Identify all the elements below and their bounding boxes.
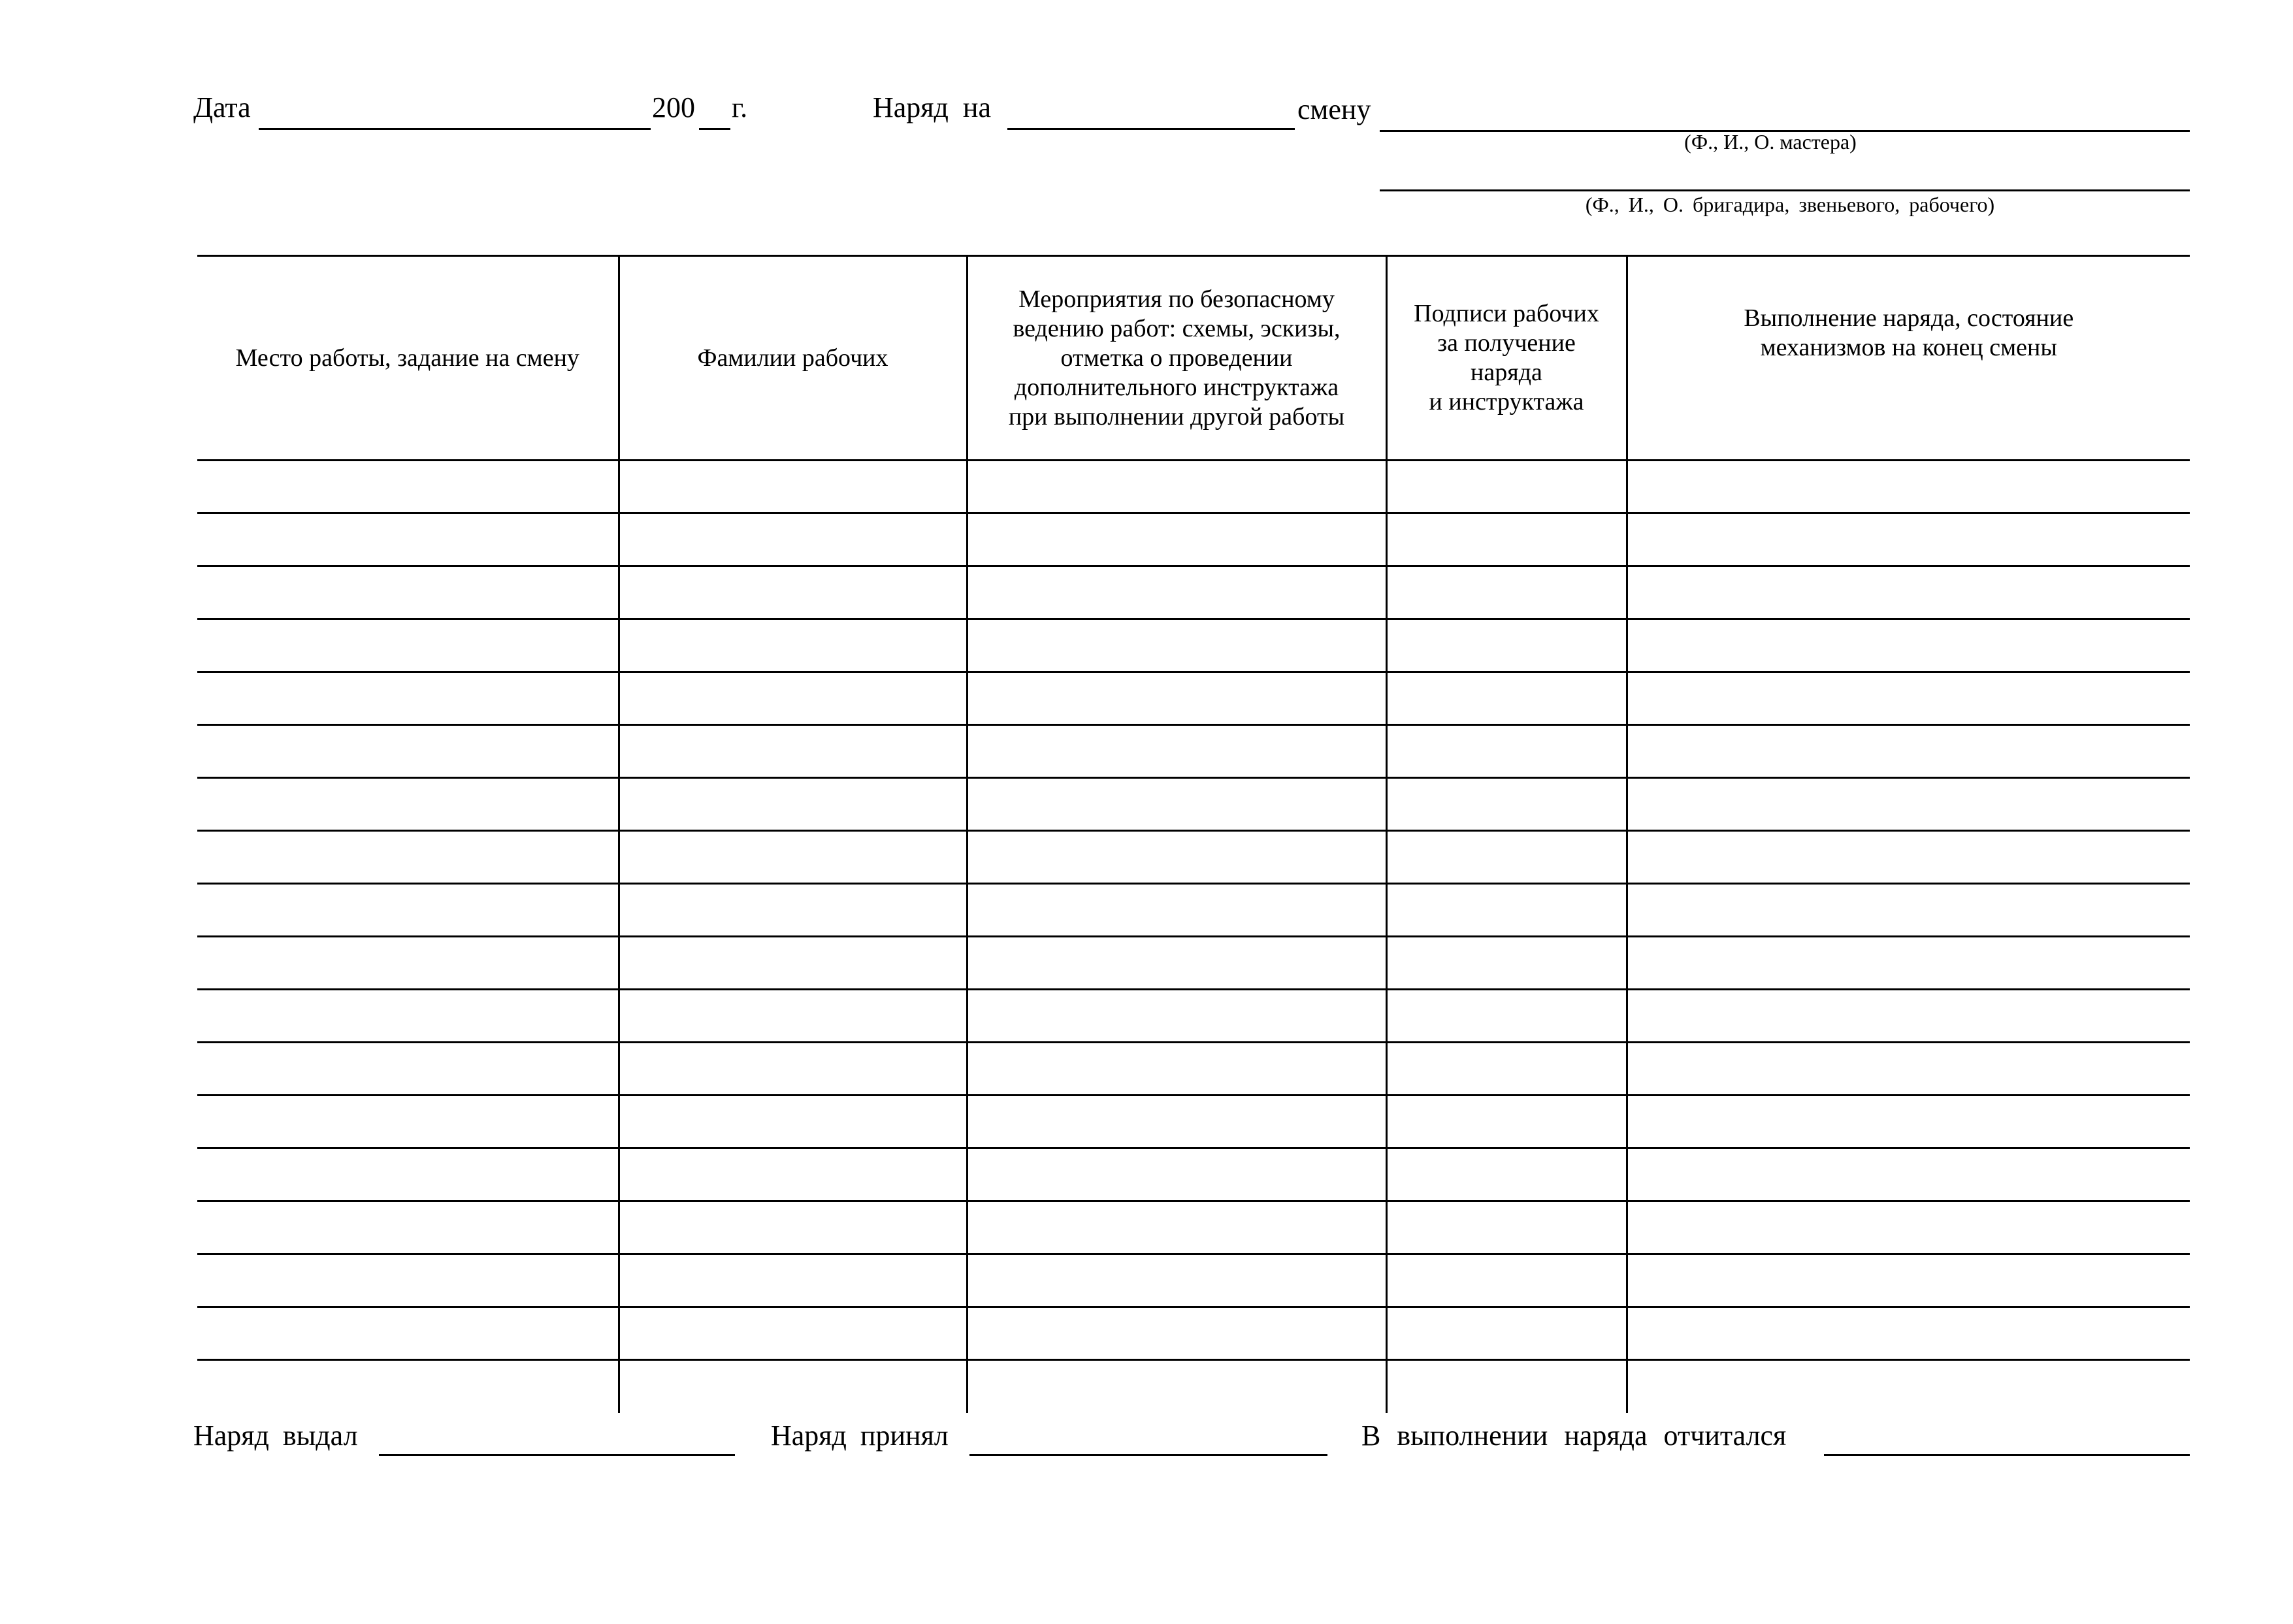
table-cell[interactable] [619,937,967,990]
table-cell[interactable] [1627,1254,2190,1307]
table-cell[interactable] [1627,884,2190,937]
table-row [197,725,2190,778]
table-row [197,461,2190,513]
table-cell[interactable] [1386,1096,1627,1148]
table-cell[interactable] [1386,937,1627,990]
table-cell[interactable] [1386,1360,1627,1414]
date-field-line[interactable] [259,128,651,130]
table-cell[interactable] [197,619,619,672]
reported-by-line[interactable] [1824,1454,2190,1456]
table-cell[interactable] [1627,831,2190,884]
table-cell[interactable] [967,619,1386,672]
safety-header-line: отметка о проведении [1060,344,1293,372]
table-cell[interactable] [197,1307,619,1360]
table-cell[interactable] [197,513,619,566]
table-cell[interactable] [1386,672,1627,725]
table-cell[interactable] [619,1201,967,1254]
table-cell[interactable] [1386,513,1627,566]
table-cell[interactable] [1627,990,2190,1043]
table-row [197,513,2190,566]
table-cell[interactable] [967,1148,1386,1201]
table-cell[interactable] [967,1096,1386,1148]
table-row [197,1043,2190,1096]
table-cell[interactable] [1627,725,2190,778]
table-cell[interactable] [1386,990,1627,1043]
accepted-by-line[interactable] [969,1454,1327,1456]
column-header-workplace-text: Место работы, задание на смену [235,344,579,372]
table-cell[interactable] [1386,778,1627,831]
table-cell[interactable] [619,884,967,937]
table-cell[interactable] [967,990,1386,1043]
table-cell[interactable] [197,1096,619,1148]
table-cell[interactable] [619,619,967,672]
table-cell[interactable] [967,1360,1386,1414]
table-cell[interactable] [1627,1307,2190,1360]
table-cell[interactable] [197,1360,619,1414]
table-cell[interactable] [967,778,1386,831]
issued-by-line[interactable] [379,1454,735,1456]
table-row [197,672,2190,725]
table-cell[interactable] [967,937,1386,990]
table-cell[interactable] [1386,831,1627,884]
table-row [197,1096,2190,1148]
table-cell[interactable] [619,725,967,778]
accepted-by-label: Наряд принял [771,1420,949,1452]
year-field-line[interactable] [699,128,730,130]
table-cell[interactable] [1627,672,2190,725]
column-header-workers-text: Фамилии рабочих [697,344,888,372]
column-header-workers [619,256,967,461]
issued-by-label: Наряд выдал [193,1420,358,1452]
table-cell[interactable] [1386,566,1627,619]
table-cell[interactable] [197,725,619,778]
table-cell[interactable] [619,990,967,1043]
table-row [197,1201,2190,1254]
table-cell[interactable] [1627,566,2190,619]
column-header-signatures [1386,256,1627,461]
naryad-label: Наряд на [873,91,992,123]
table-cell[interactable] [1627,1043,2190,1096]
table-cell[interactable] [967,461,1386,513]
safety-header-line: Мероприятия по безопасному [1018,285,1335,313]
table-row [197,778,2190,831]
table-cell[interactable] [967,513,1386,566]
signatures-header-line: Подписи рабочих [1414,300,1599,327]
table-cell[interactable] [1386,725,1627,778]
safety-header-line: при выполнении другой работы [1008,402,1345,430]
table-row [197,1360,2190,1414]
brigadier-name-line[interactable] [1380,189,2190,191]
table-cell[interactable] [1627,1201,2190,1254]
table-cell[interactable] [1627,1096,2190,1148]
table-cell[interactable] [197,1201,619,1254]
table-cell[interactable] [1386,619,1627,672]
reported-by-label: В выполнении наряда отчитался [1361,1420,1787,1452]
table-row [197,1148,2190,1201]
table-cell[interactable] [619,513,967,566]
table-cell[interactable] [619,831,967,884]
table-cell[interactable] [197,1148,619,1201]
table-cell[interactable] [1627,513,2190,566]
work-order-table [197,255,2190,1413]
year-suffix: г. [732,91,748,123]
shift-label: смену [1297,93,1371,125]
table-cell[interactable] [967,1307,1386,1360]
brigadier-caption: (Ф., И., О. бригадира, звеньевого, рабочего) [1585,193,1995,216]
year-prefix: 200 [652,91,695,123]
shift-field-line[interactable] [1007,128,1295,130]
table-cell[interactable] [619,672,967,725]
safety-header-line: дополнительного инструктажа [1014,373,1339,401]
table-cell[interactable] [197,1043,619,1096]
table-cell[interactable] [197,831,619,884]
table-cell[interactable] [1627,619,2190,672]
completion-header-line: Выполнение наряда, состояние [1744,304,2074,332]
table-header-row [197,256,2190,461]
table-row [197,884,2190,937]
table-cell[interactable] [197,990,619,1043]
table-cell[interactable] [619,1043,967,1096]
table-cell[interactable] [619,566,967,619]
column-header-safety-measures [967,256,1386,461]
table-cell[interactable] [619,1360,967,1414]
table-cell[interactable] [197,778,619,831]
table-row [197,990,2190,1043]
table-cell[interactable] [619,778,967,831]
table-cell[interactable] [197,884,619,937]
table-cell[interactable] [197,937,619,990]
table-row [197,831,2190,884]
table-cell[interactable] [967,1201,1386,1254]
column-header-completion [1627,256,2190,461]
table-cell[interactable] [1386,1043,1627,1096]
table-cell[interactable] [1627,1148,2190,1201]
completion-header-line: механизмов на конец смены [1760,334,2057,361]
table-cell[interactable] [967,1254,1386,1307]
table-cell[interactable] [197,672,619,725]
master-caption: (Ф., И., О. мастера) [1684,130,1857,154]
table-row [197,1307,2190,1360]
table-cell[interactable] [967,884,1386,937]
column-header-workplace [197,256,619,461]
table-cell[interactable] [1627,778,2190,831]
table-cell[interactable] [197,461,619,513]
table-cell[interactable] [1386,1307,1627,1360]
table-cell[interactable] [967,672,1386,725]
table-cell[interactable] [619,1148,967,1201]
table-cell[interactable] [967,566,1386,619]
table-cell[interactable] [619,461,967,513]
table-cell[interactable] [1386,884,1627,937]
table-cell[interactable] [197,566,619,619]
table-row [197,937,2190,990]
table-cell[interactable] [1627,1360,2190,1414]
table-cell[interactable] [967,831,1386,884]
table-cell[interactable] [1386,1201,1627,1254]
table-row [197,566,2190,619]
signatures-header-line: и инструктажа [1429,388,1584,415]
table-row [197,1254,2190,1307]
date-label: Дата [193,91,251,123]
signatures-header-line: наряда [1471,359,1542,386]
safety-header-line: ведению работ: схемы, эскизы, [1013,314,1341,342]
table-cell[interactable] [967,725,1386,778]
table-cell[interactable] [1627,461,2190,513]
table-cell[interactable] [1386,461,1627,513]
table-row [197,619,2190,672]
table-cell[interactable] [619,1254,967,1307]
table-cell[interactable] [197,1254,619,1307]
table-cell[interactable] [1627,937,2190,990]
signatures-header-line: за получение [1437,329,1576,357]
table-cell[interactable] [619,1307,967,1360]
table-cell[interactable] [619,1096,967,1148]
table-cell[interactable] [1386,1148,1627,1201]
table-cell[interactable] [967,1043,1386,1096]
table-cell[interactable] [1386,1254,1627,1307]
